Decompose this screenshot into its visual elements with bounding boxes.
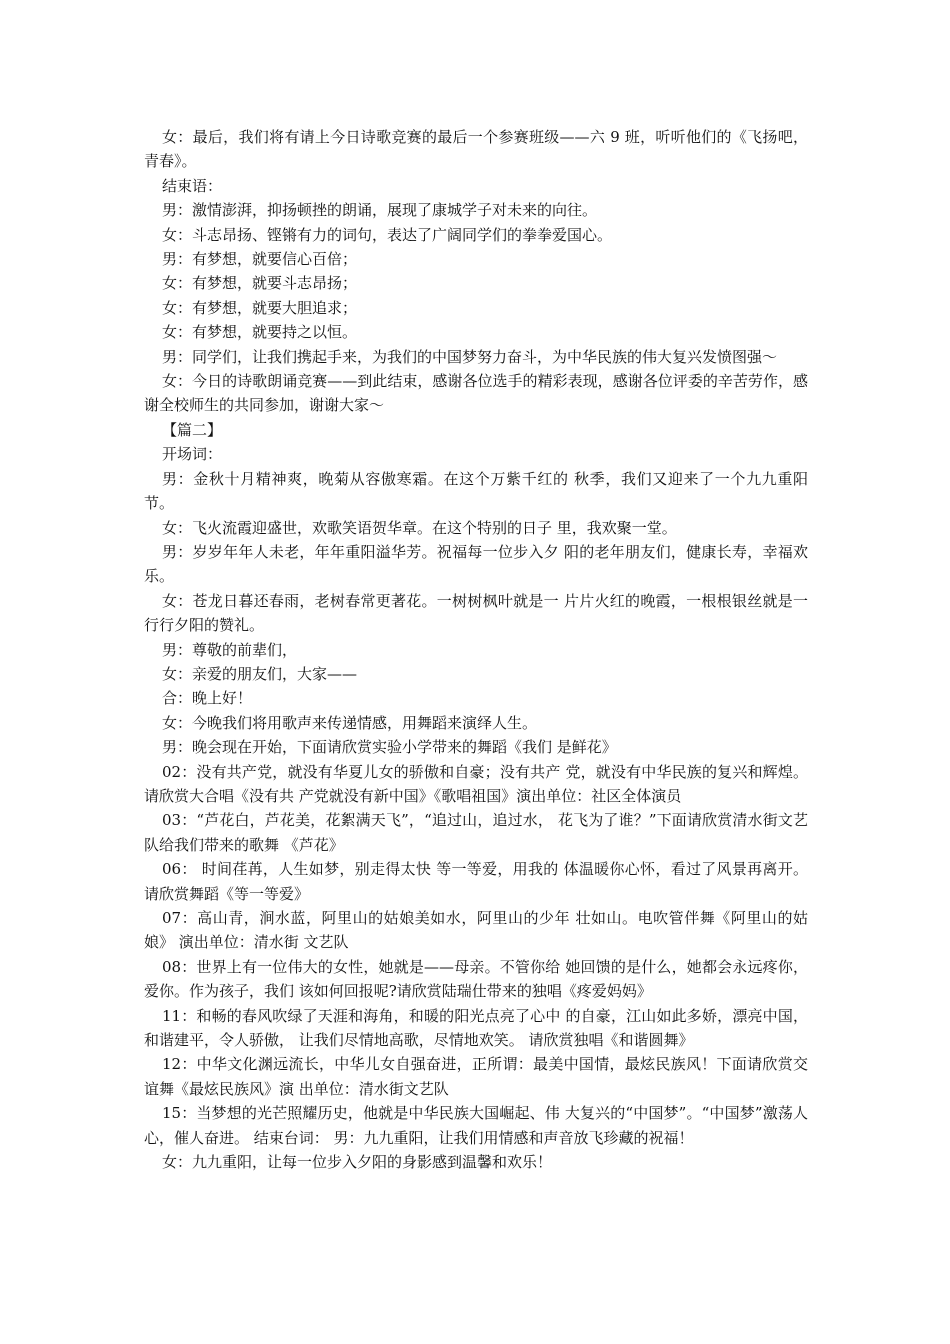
document-body	[144, 125, 808, 1174]
paragraph-5: 男：有梦想，就要信心百倍；	[162, 250, 358, 269]
paragraph-2: 结束语：	[162, 176, 223, 195]
paragraph-6: 女：有梦想，就要斗志昂扬；	[162, 274, 358, 293]
paragraph-13: 男：金秋十月精神爽，晚菊从容傲寒霜。在这个万紫千红的 秋季，我们又迎来了一个九九重阳节。	[144, 469, 808, 513]
paragraph-28: 12：中华文化渊远流长，中华儿女自强奋进，正所谓：最美中国情，最炫民族风！下面请欣赏交谊舞《最炫民族风》演 出单位：清水街文艺队	[144, 1055, 808, 1098]
paragraph-29: 15：当梦想的光芒照耀历史，他就是中华民族大国崛起、伟 大复兴的“中国梦”。“中国梦”激荡人心，催人奋进。 结束台词： 男：九九重阳，让我们用情感和声音放飞珍藏的祝福！	[144, 1104, 808, 1147]
paragraph-15: 男：岁岁年年人未老，年年重阳溢华芳。祝福每一位步入夕 阳的老年朋友们，健康长寿，幸福欢乐。	[144, 542, 808, 586]
paragraph-8: 女：有梦想，就要持之以恒。	[162, 323, 358, 342]
section-heading: 【篇二】	[162, 420, 223, 439]
paragraph-10: 女：今日的诗歌朗诵竞赛——到此结束，感谢各位选手的精彩表现，感谢各位评委的辛苦劳作，感谢全校师生的共同参加，谢谢大家～	[144, 372, 808, 415]
paragraph-14: 女：飞火流霞迎盛世，欢歌笑语贺华章。在这个特别的日子 里，我欢聚一堂。	[162, 518, 677, 537]
paragraph-23: 03：“芦花白，芦花美，花絮满天飞”，“追过山，追过水， 花飞为了谁？”下面请欣赏清水街文艺队给我们带来的歌舞 《芦花》	[144, 811, 808, 854]
paragraph-26: 08：世界上有一位伟大的女性，她就是——母亲。不管你给 她回馈的是什么，她都会永远疼你，爱你。作为孩子，我们 该如何回报呢?请欣赏陆瑞仕带来的独唱《疼爱妈妈》	[144, 957, 808, 1001]
paragraph-9: 男：同学们，让我们携起手来，为我们的中国梦努力奋斗，为中华民族的伟大复兴发愤图强～	[162, 347, 778, 366]
paragraph-16: 女：苍龙日暮还春雨，老树春常更著花。一树树枫叶就是一 片片火红的晚霞，一根根银丝就是一行行夕阳的赞礼。	[144, 591, 808, 635]
paragraph-21: 男：晚会现在开始，下面请欣赏实验小学带来的舞蹈《我们 是鲜花》	[162, 738, 617, 757]
paragraph-20: 女：今晚我们将用歌声来传递情感，用舞蹈来演绎人生。	[162, 713, 538, 732]
paragraph-4: 女：斗志昂扬、铿锵有力的词句，表达了广阔同学们的拳拳爱国心。	[162, 225, 613, 244]
paragraph-22: 02：没有共产党，就没有华夏儿女的骄傲和自豪；没有共产 党，就没有中华民族的复兴和辉煌。请欣赏大合唱《没有共 产党就没有新中国》《歌唱祖国》演出单位：社区全体演员	[144, 762, 808, 805]
paragraph-18: 女：亲爱的朋友们，大家——	[162, 664, 358, 683]
paragraph-24: 06： 时间荏苒，人生如梦，别走得太快 等一等爱，用我的 体温暖你心怀，看过了风景再离开。请欣赏舞蹈《等一等爱》	[144, 860, 808, 903]
paragraph-1: 女：最后，我们将有请上今日诗歌竞赛的最后一个参赛班级——六 9 班，听听他们的《飞扬吧，青春》。	[144, 128, 808, 171]
paragraph-25: 07：高山青，涧水蓝，阿里山的姑娘美如水，阿里山的少年 壮如山。电吹管伴舞《阿里山的姑娘》 演出单位：清水街 文艺队	[144, 909, 808, 952]
paragraph-19: 合：晚上好！	[162, 689, 253, 708]
paragraph-12: 开场词：	[162, 445, 223, 464]
paragraph-17: 男：尊敬的前辈们，	[162, 640, 298, 659]
paragraph-3: 男：激情澎湃，抑扬顿挫的朗诵，展现了康城学子对未来的向往。	[162, 201, 598, 220]
paragraph-30: 女：九九重阳，让每一位步入夕阳的身影感到温馨和欢乐！	[162, 1153, 553, 1172]
paragraph-27: 11：和畅的春风吹绿了天涯和海角，和暖的阳光点亮了心中 的自豪，江山如此多娇，漂亮中国，和谐建平，令人骄傲， 让我们尽情地高歌，尽情地欢笑。 请欣赏独唱《和谐圆舞》	[144, 1006, 808, 1050]
paragraph-7: 女：有梦想，就要大胆追求；	[162, 298, 358, 317]
